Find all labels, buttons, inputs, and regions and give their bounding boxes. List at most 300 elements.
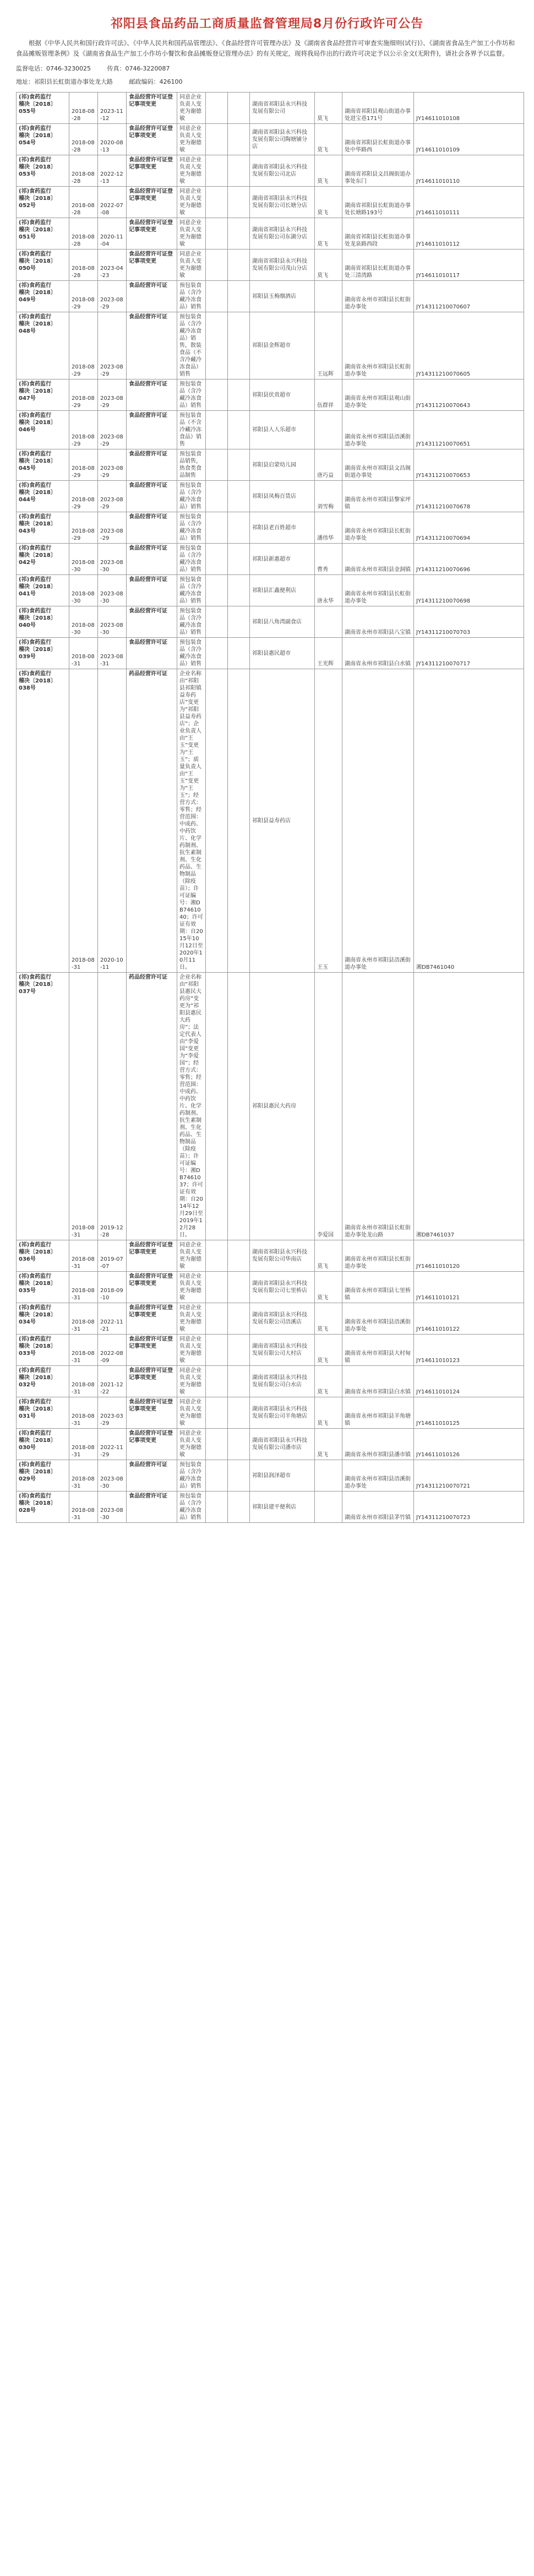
permit-type-cell: 药品经营许可证 (127, 973, 177, 1240)
company-name-cell: 祁阳县惠民大药房 (250, 973, 315, 1240)
end-date-cell: 2023-08-29 (98, 449, 127, 481)
table-row (17, 312, 524, 379)
category-cell (206, 1335, 228, 1366)
permit-type-cell: 食品经营许可证 (127, 312, 177, 379)
end-date-cell: 2023-08-31 (98, 638, 127, 669)
address-cell: 湖南省祁阳县观山街道办事处进宝巷171号 (342, 93, 414, 124)
decision-number-cell: (祁)食药监行 稽决〔2018〕 049号 (17, 281, 69, 312)
permit-type-cell: 食品经营许可证登记事项变更 (127, 218, 177, 250)
permit-content-cell: 同意企业负责人变更为谢德敏 (177, 124, 206, 155)
start-date-cell: 2018-08-31 (69, 1429, 98, 1460)
representative-cell: 莫飞 (315, 124, 342, 155)
end-date-cell: 2020-08-13 (98, 124, 127, 155)
company-name-cell: 祁阳县汇鑫便利店 (250, 575, 315, 606)
fax-value: 0746-3220087 (125, 65, 170, 72)
end-date-cell: 2023-04-23 (98, 250, 127, 281)
license-code-cell: JY14311210070607 (414, 281, 524, 312)
address-cell: 湖南省永州市祁阳县七里桥镇 (342, 1272, 414, 1303)
category-cell (206, 1397, 228, 1429)
address-cell: 湖南省永州市祁阳县长虹街道办事处 (342, 575, 414, 606)
person-cell (228, 1240, 250, 1272)
table-row (17, 1272, 524, 1303)
table-row (17, 1460, 524, 1492)
representative-cell: 莫飞 (315, 1397, 342, 1429)
table-row (17, 544, 524, 575)
end-date-cell: 2020-10-11 (98, 669, 127, 973)
representative-cell: 莫飞 (315, 1303, 342, 1335)
category-cell (206, 250, 228, 281)
decision-number-cell: (祁)食药监行 稽决〔2018〕 043号 (17, 512, 69, 544)
address-cell: 湖南省永州市祁阳县长虹街道办事处 (342, 512, 414, 544)
representative-cell: 李爱国 (315, 973, 342, 1240)
address-cell: 湖南省永州市祁阳县金洞镇 (342, 544, 414, 575)
permit-type-cell: 食品经营许可证登记事项变更 (127, 1240, 177, 1272)
end-date-cell: 2019-12-28 (98, 973, 127, 1240)
license-code-cell: JY14611010109 (414, 124, 524, 155)
table-row (17, 281, 524, 312)
table-row (17, 1366, 524, 1397)
permit-content-cell: 预包装食品（含冷藏冷冻食品）销售 (177, 512, 206, 544)
address-cell: 湖南省祁阳县长虹街道办事处三清湾路 (342, 250, 414, 281)
address-cell: 湖南省永州市祁阳县长虹街道办事处 (342, 312, 414, 379)
license-code-cell: JY14611010120 (414, 1240, 524, 1272)
permit-type-cell: 食品经营许可证登记事项变更 (127, 250, 177, 281)
license-code-cell: JY14611010126 (414, 1429, 524, 1460)
decision-number-cell: (祁)食药监行 稽决〔2018〕 047号 (17, 379, 69, 411)
license-code-cell: JY14311210070696 (414, 544, 524, 575)
permit-content-cell: 企业名称由“祁阳县惠民大药房”变更为“祁阳县惠民大药房”；法定代表人由“李爱国”变更为“李爱国”；经营方式：零售；经营范围：中成药、中药饮片、化学药制剂、抗生素制剂、生化药品、生物制品（除疫苗）；许可证编号：湘DB7461037；许可证有效期：自2014年12月29日至2019年12月28日。 (177, 973, 206, 1240)
address-info (3, 75, 531, 89)
start-date-cell: 2018-08-30 (69, 544, 98, 575)
decision-number-cell: (祁)食药监行 稽决〔2018〕 040号 (17, 606, 69, 638)
category-cell (206, 449, 228, 481)
representative-cell (315, 411, 342, 449)
end-date-cell: 2021-12-22 (98, 1366, 127, 1397)
category-cell (206, 124, 228, 155)
permit-type-cell: 食品经营许可证登记事项变更 (127, 1397, 177, 1429)
start-date-cell: 2018-08-29 (69, 449, 98, 481)
person-cell (228, 449, 250, 481)
person-cell (228, 1366, 250, 1397)
decision-number-cell: (祁)食药监行 稽决〔2018〕 052号 (17, 187, 69, 218)
end-date-cell: 2023-08-29 (98, 411, 127, 449)
person-cell (228, 218, 250, 250)
person-cell (228, 1492, 250, 1523)
category-cell (206, 1460, 228, 1492)
company-name-cell: 湖南省祁阳县永兴科技发展有限公司潘市店 (250, 1429, 315, 1460)
permit-content-cell: 预包装食品（含冷藏冷冻食品）销售 (177, 281, 206, 312)
person-cell (228, 512, 250, 544)
address-cell: 湖南省永州市祁阳县羊角塘镇 (342, 1397, 414, 1429)
category-cell (206, 187, 228, 218)
start-date-cell: 2018-08-31 (69, 1492, 98, 1523)
permit-content-cell: 预包装食品（不含冷藏冷冻食品）销售 (177, 411, 206, 449)
permit-content-cell: 企业名称由“祁阳县祁阳镇益寿药店”变更为“祁阳县益寿药店”；企业负责人由“王玉”变更为“王玉”；质量负责人由“王玉”变更为“王玉”；经营方式：零售；经营范围：中成药、中药饮片、化学药制剂、抗生素制剂、生化药品、生物制品（除疫苗）；许可证编号：湘DB7461040；许可证有效期：自2015年10月12日至2020年10月11日。 (177, 669, 206, 973)
permit-type-cell: 食品经营许可证登记事项变更 (127, 187, 177, 218)
end-date-cell: 2022-07-08 (98, 187, 127, 218)
notice-page (3, 0, 531, 1523)
permit-type-cell: 食品经营许可证登记事项变更 (127, 1272, 177, 1303)
permit-type-cell: 食品经营许可证 (127, 638, 177, 669)
category-cell (206, 312, 228, 379)
decision-number-cell: (祁)食药监行 稽决〔2018〕 051号 (17, 218, 69, 250)
decision-number-cell: (祁)食药监行 稽决〔2018〕 045号 (17, 449, 69, 481)
address-cell: 湖南省永州市祁阳县浯溪街道办事处 (342, 411, 414, 449)
license-code-cell: 湘DB7461040 (414, 669, 524, 973)
permit-type-cell: 食品经营许可证登记事项变更 (127, 1335, 177, 1366)
page-title: 祁阳县食品药品工商质量监督管理局8月份行政许可公告 (110, 17, 424, 31)
decision-number-cell: (祁)食药监行 稽决〔2018〕 034号 (17, 1303, 69, 1335)
address-cell: 湖南省祁阳县文昌阁街道办事处东门 (342, 155, 414, 187)
permits-table-body (17, 93, 524, 1523)
representative-cell (315, 1460, 342, 1492)
representative-cell: 刘雪梅 (315, 481, 342, 512)
end-date-cell: 2023-08-30 (98, 544, 127, 575)
decision-number-cell: (祁)食药监行 稽决〔2018〕 028号 (17, 1492, 69, 1523)
company-name-cell: 祁阳县伏贵超市 (250, 379, 315, 411)
decision-number-cell: (祁)食药监行 稽决〔2018〕 031号 (17, 1397, 69, 1429)
permit-content-cell: 同意企业负责人变更为谢德敏 (177, 1366, 206, 1397)
company-name-cell: 湖南省祁阳县永兴科技发展有限公司长塘分店 (250, 187, 315, 218)
address-cell: 湖南省祁阳县长虹街道办事处龙泉路西段 (342, 218, 414, 250)
decision-number-cell: (祁)食药监行 稽决〔2018〕 039号 (17, 638, 69, 669)
address-cell: 湖南省永州市祁阳县黎家坪镇 (342, 481, 414, 512)
permit-type-cell: 食品经营许可证 (127, 449, 177, 481)
end-date-cell: 2022-08-09 (98, 1335, 127, 1366)
start-date-cell: 2018-08-28 (69, 93, 98, 124)
company-name-cell: 湖南省祁阳县永兴科技发展有限公司羊角塘店 (250, 1397, 315, 1429)
permit-type-cell: 食品经营许可证登记事项变更 (127, 1429, 177, 1460)
category-cell (206, 218, 228, 250)
company-name-cell: 湖南省祁阳县永兴科技发展有限公司东湖分店 (250, 218, 315, 250)
permit-type-cell: 食品经营许可证 (127, 1460, 177, 1492)
start-date-cell: 2018-08-31 (69, 1240, 98, 1272)
person-cell (228, 1272, 250, 1303)
license-code-cell: JY14611010124 (414, 1366, 524, 1397)
table-row (17, 93, 524, 124)
start-date-cell: 2018-08-31 (69, 973, 98, 1240)
address-cell: 湖南省永州市祁阳县大村甸镇 (342, 1335, 414, 1366)
company-name-cell: 祁阳县益寿药店 (250, 669, 315, 973)
category-cell (206, 1240, 228, 1272)
permit-content-cell: 同意企业负责人变更为谢德敏 (177, 1429, 206, 1460)
permit-content-cell: 同意企业负责人变更为谢德敏 (177, 1303, 206, 1335)
category-cell (206, 1492, 228, 1523)
representative-cell: 莫飞 (315, 187, 342, 218)
start-date-cell: 2018-08-31 (69, 1303, 98, 1335)
license-code-cell: JY14611010121 (414, 1272, 524, 1303)
person-cell (228, 606, 250, 638)
permit-content-cell: 预包装食品（含冷藏冷冻食品）销售 (177, 379, 206, 411)
license-code-cell: JY14311210070643 (414, 379, 524, 411)
address-cell: 湖南省祁阳县长虹街道办事处长塘路193号 (342, 187, 414, 218)
decision-number-cell: (祁)食药监行 稽决〔2018〕 048号 (17, 312, 69, 379)
decision-number-cell: (祁)食药监行 稽决〔2018〕 030号 (17, 1429, 69, 1460)
end-date-cell: 2023-08-30 (98, 606, 127, 638)
company-name-cell: 祁阳县八角湾副食店 (250, 606, 315, 638)
license-code-cell: JY14611010125 (414, 1397, 524, 1429)
start-date-cell: 2018-08-29 (69, 379, 98, 411)
decision-number-cell: (祁)食药监行 稽决〔2018〕 055号 (17, 93, 69, 124)
table-row (17, 124, 524, 155)
end-date-cell: 2023-03-29 (98, 1397, 127, 1429)
company-name-cell: 祁阳县老百姓超市 (250, 512, 315, 544)
company-name-cell: 祁阳县金辉超市 (250, 312, 315, 379)
person-cell (228, 187, 250, 218)
permit-content-cell: 同意企业负责人变更为谢德敏 (177, 155, 206, 187)
table-row (17, 250, 524, 281)
person-cell (228, 411, 250, 449)
permit-type-cell: 食品经营许可证 (127, 512, 177, 544)
person-cell (228, 1429, 250, 1460)
license-code-cell: JY14311210070605 (414, 312, 524, 379)
representative-cell: 唐巧益 (315, 449, 342, 481)
intro-paragraph: 根据《中华人民共和国行政许可法》、《中华人民共和国药品管理法》、《食品经营许可管理办法》及《湖南省食品经营许可审查实施细则(试行)》、《湖南省食品生产加工小作坊和食品摊贩管理条例》及《湖南省食品生产加工小作坊小餐饮和食品摊贩登记管理办法》的有关规定，现将我局作出的行政许可决定予以公示全文(无附件)，请社会各界予以监督。 (16, 39, 515, 57)
address-cell: 湖南省永州市祁阳县长虹街道办事处 (342, 1240, 414, 1272)
license-code-cell: JY14311210070721 (414, 1460, 524, 1492)
decision-number-cell: (祁)食药监行 稽决〔2018〕 035号 (17, 1272, 69, 1303)
start-date-cell: 2018-08-28 (69, 187, 98, 218)
person-cell (228, 544, 250, 575)
license-code-cell: JY14311210070694 (414, 512, 524, 544)
permit-type-cell: 食品经营许可证 (127, 575, 177, 606)
license-code-cell: JY14311210070698 (414, 575, 524, 606)
end-date-cell: 2023-08-29 (98, 312, 127, 379)
permit-type-cell: 食品经营许可证登记事项变更 (127, 124, 177, 155)
representative-cell: 唐永华 (315, 575, 342, 606)
table-row (17, 187, 524, 218)
start-date-cell: 2018-08-30 (69, 606, 98, 638)
person-cell (228, 669, 250, 973)
company-name-cell: 祁阳县玉梅烟酒店 (250, 281, 315, 312)
end-date-cell: 2018-09-10 (98, 1272, 127, 1303)
start-date-cell: 2018-08-29 (69, 281, 98, 312)
category-cell (206, 1303, 228, 1335)
start-date-cell: 2018-08-31 (69, 1460, 98, 1492)
representative-cell: 莫飞 (315, 1335, 342, 1366)
address-cell: 湖南省祁阳县长虹街道办事处中华路西 (342, 124, 414, 155)
company-name-cell: 湖南省祁阳县永兴科技发展有限公司茂山分店 (250, 250, 315, 281)
person-cell (228, 1397, 250, 1429)
company-name-cell: 湖南省祁阳县永兴科技发展有限公司白水店 (250, 1366, 315, 1397)
representative-cell: 莫飞 (315, 1366, 342, 1397)
table-row (17, 1492, 524, 1523)
person-cell (228, 575, 250, 606)
end-date-cell: 2020-11-04 (98, 218, 127, 250)
address-cell: 湖南省永州市祁阳县白水镇 (342, 1366, 414, 1397)
permit-type-cell: 食品经营许可证 (127, 481, 177, 512)
permit-content-cell: 同意企业负责人变更为谢德敏 (177, 1272, 206, 1303)
end-date-cell: 2022-11-29 (98, 1429, 127, 1460)
permit-type-cell: 食品经营许可证 (127, 544, 177, 575)
decision-number-cell: (祁)食药监行 稽决〔2018〕 032号 (17, 1366, 69, 1397)
address-cell: 湖南省永州市祁阳县八宝镇 (342, 606, 414, 638)
person-cell (228, 155, 250, 187)
license-code-cell: JY14611010112 (414, 218, 524, 250)
category-cell (206, 1272, 228, 1303)
person-cell (228, 124, 250, 155)
representative-cell: 王玉 (315, 669, 342, 973)
start-date-cell: 2018-08-31 (69, 669, 98, 973)
decision-number-cell: (祁)食药监行 稽决〔2018〕 042号 (17, 544, 69, 575)
company-name-cell: 湖南省祁阳县永兴科技发展有限公司浯溪店 (250, 1303, 315, 1335)
license-code-cell: JY14611010123 (414, 1335, 524, 1366)
address-cell: 湖南省永州市祁阳县白水镇 (342, 638, 414, 669)
table-row (17, 1397, 524, 1429)
license-code-cell: JY14611010122 (414, 1303, 524, 1335)
address-cell: 湖南省永州市祁阳县浯溪街道办事处 (342, 669, 414, 973)
permit-type-cell: 食品经营许可证登记事项变更 (127, 1303, 177, 1335)
decision-number-cell: (祁)食药监行 稽决〔2018〕 044号 (17, 481, 69, 512)
license-code-cell: 湘DB7461037 (414, 973, 524, 1240)
company-name-cell: 湖南省祁阳县永兴科技发展有限公司七里桥店 (250, 1272, 315, 1303)
postcode-label: 邮政编码： (129, 78, 160, 85)
representative-cell: 莫飞 (315, 93, 342, 124)
permit-content-cell: 预包装食品（含冷藏冷冻食品）销售 (177, 1460, 206, 1492)
license-code-cell: JY14611010117 (414, 250, 524, 281)
permit-type-cell: 食品经营许可证 (127, 411, 177, 449)
table-row (17, 606, 524, 638)
person-cell (228, 250, 250, 281)
company-name-cell: 祁阳县建平便利店 (250, 1492, 315, 1523)
end-date-cell: 2023-08-29 (98, 512, 127, 544)
table-row (17, 218, 524, 250)
representative-cell (315, 281, 342, 312)
category-cell (206, 155, 228, 187)
permit-content-cell: 预包装食品（含冷藏冷冻食品）销售 (177, 606, 206, 638)
decision-number-cell: (祁)食药监行 稽决〔2018〕 046号 (17, 411, 69, 449)
end-date-cell: 2023-08-29 (98, 281, 127, 312)
start-date-cell: 2018-08-31 (69, 1272, 98, 1303)
start-date-cell: 2018-08-29 (69, 481, 98, 512)
permit-content-cell: 同意企业负责人变更为谢德敏 (177, 1335, 206, 1366)
end-date-cell: 2023-08-30 (98, 1460, 127, 1492)
address-value: 祁阳县长虹街道办事处龙大路 (34, 78, 113, 85)
decision-number-cell: (祁)食药监行 稽决〔2018〕 033号 (17, 1335, 69, 1366)
company-name-cell: 湖南省祁阳县永兴科技发展有限公司华南店 (250, 1240, 315, 1272)
person-cell (228, 973, 250, 1240)
company-name-cell: 祁阳县新惠超市 (250, 544, 315, 575)
permit-content-cell: 预包装食品销售，热食类食品制售 (177, 449, 206, 481)
address-cell: 湖南省永州市祁阳县浯溪街道办事处 (342, 1303, 414, 1335)
start-date-cell: 2018-08-31 (69, 1335, 98, 1366)
address-cell: 湖南省永州市祁阳县文昌阁街道办事处 (342, 449, 414, 481)
start-date-cell: 2018-08-31 (69, 1366, 98, 1397)
address-cell: 湖南省永州市祁阳县长虹街道办事处龙山路 (342, 973, 414, 1240)
table-row (17, 1429, 524, 1460)
license-code-cell: JY14311210070678 (414, 481, 524, 512)
person-cell (228, 1335, 250, 1366)
end-date-cell: 2022-12-13 (98, 155, 127, 187)
table-row (17, 379, 524, 411)
end-date-cell: 2022-11-21 (98, 1303, 127, 1335)
start-date-cell: 2018-08-29 (69, 312, 98, 379)
table-row (17, 1303, 524, 1335)
decision-number-cell: (祁)食药监行 稽决〔2018〕 041号 (17, 575, 69, 606)
table-row (17, 481, 524, 512)
end-date-cell: 2023-08-30 (98, 575, 127, 606)
person-cell (228, 281, 250, 312)
table-row (17, 973, 524, 1240)
phone-label: 监督电话： (16, 65, 46, 72)
category-cell (206, 575, 228, 606)
address-cell: 湖南省永州市祁阳县观山街道办事处 (342, 379, 414, 411)
company-name-cell: 祁阳县启蒙幼儿园 (250, 449, 315, 481)
category-cell (206, 973, 228, 1240)
decision-number-cell: (祁)食药监行 稽决〔2018〕 054号 (17, 124, 69, 155)
license-code-cell: JY14311210070723 (414, 1492, 524, 1523)
decision-number-cell: (祁)食药监行 稽决〔2018〕 029号 (17, 1460, 69, 1492)
table-row (17, 638, 524, 669)
decision-number-cell: (祁)食药监行 稽决〔2018〕 038号 (17, 669, 69, 973)
permit-content-cell: 同意企业负责人变更为谢德敏 (177, 187, 206, 218)
permit-content-cell: 同意企业负责人变更为谢德敏 (177, 1240, 206, 1272)
permit-content-cell: 预包装食品（含冷藏冷冻食品）销售 (177, 638, 206, 669)
start-date-cell: 2018-08-31 (69, 638, 98, 669)
company-name-cell: 祁阳县润泽超市 (250, 1460, 315, 1492)
category-cell (206, 411, 228, 449)
company-name-cell: 湖南省祁阳县永兴科技发展有限公司陶塘铺分店 (250, 124, 315, 155)
company-name-cell: 湖南省祁阳县永兴科技发展有限公司 (250, 93, 315, 124)
start-date-cell: 2018-08-28 (69, 218, 98, 250)
permit-type-cell: 食品经营许可证 (127, 1492, 177, 1523)
category-cell (206, 481, 228, 512)
category-cell (206, 638, 228, 669)
license-code-cell: JY14611010108 (414, 93, 524, 124)
permit-type-cell: 食品经营许可证登记事项变更 (127, 93, 177, 124)
representative-cell (315, 1492, 342, 1523)
fax-label: 传真： (107, 65, 126, 72)
category-cell (206, 281, 228, 312)
permit-content-cell: 预包装食品（含冷藏冷冻食品）销售，散装食品（不含冷藏冷冻食品）销售 (177, 312, 206, 379)
table-row (17, 575, 524, 606)
start-date-cell: 2018-08-30 (69, 575, 98, 606)
decision-number-cell: (祁)食药监行 稽决〔2018〕 037号 (17, 973, 69, 1240)
category-cell (206, 512, 228, 544)
category-cell (206, 606, 228, 638)
start-date-cell: 2018-08-28 (69, 124, 98, 155)
representative-cell: 莫飞 (315, 1240, 342, 1272)
permit-content-cell: 预包装食品（含冷藏冷冻食品）销售 (177, 481, 206, 512)
permit-content-cell: 同意企业负责人变更为谢德敏 (177, 250, 206, 281)
category-cell (206, 1429, 228, 1460)
category-cell (206, 93, 228, 124)
permits-table (16, 92, 524, 1523)
start-date-cell: 2018-08-31 (69, 1397, 98, 1429)
table-row (17, 1335, 524, 1366)
license-code-cell: JY14611010110 (414, 155, 524, 187)
representative-cell: 莫飞 (315, 1272, 342, 1303)
representative-cell: 莫飞 (315, 155, 342, 187)
address-cell: 湖南省永州市祁阳县长虹街道办事处 (342, 281, 414, 312)
license-code-cell: JY14311210070651 (414, 411, 524, 449)
representative-cell (315, 606, 342, 638)
start-date-cell: 2018-08-28 (69, 250, 98, 281)
company-name-cell: 湖南省祁阳县永兴科技发展有限公司大村店 (250, 1335, 315, 1366)
decision-number-cell: (祁)食药监行 稽决〔2018〕 036号 (17, 1240, 69, 1272)
permit-type-cell: 食品经营许可证 (127, 606, 177, 638)
license-code-cell: JY14611010111 (414, 187, 524, 218)
permit-type-cell: 食品经营许可证 (127, 379, 177, 411)
person-cell (228, 93, 250, 124)
representative-cell: 莫飞 (315, 250, 342, 281)
end-date-cell: 2023-11-12 (98, 93, 127, 124)
address-cell: 湖南省永州市祁阳县浯溪街道办事处 (342, 1460, 414, 1492)
phone-value: 0746-3230025 (46, 65, 91, 72)
license-code-cell: JY14311210070717 (414, 638, 524, 669)
table-row (17, 669, 524, 973)
permit-content-cell: 预包装食品（含冷藏冷冻食品）销售 (177, 544, 206, 575)
